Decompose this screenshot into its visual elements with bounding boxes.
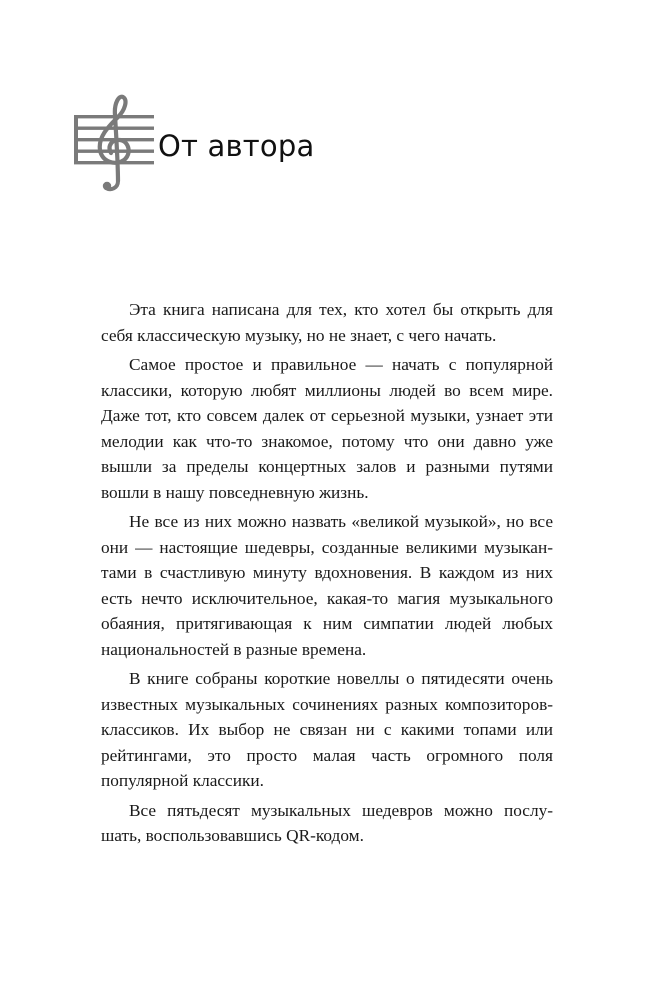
body-text <box>101 297 553 853</box>
paragraph: Все пятьдесят музыкальных шедевров можно послушать, воспользовавшись QR-кодом. <box>101 800 553 845</box>
chapter-title: От автора <box>158 129 315 163</box>
paragraph: Эта книга написана для тех, кто хотел бы открыть для себя классическую музыку, но не знает, с чего начать. <box>101 300 553 345</box>
paragraph: В книге собраны короткие новеллы о пятидесяти очень известных музыкальных сочинениях разных композиторов-классиков. Их выбор не связан ни с какими топами или рейтингами, это просто малая часть огромного поля популярной классики. <box>101 669 553 790</box>
chapter-heading <box>74 93 314 193</box>
paragraph: Не все из них можно назвать «великой музыкой», но все они — настоящие шедевры, созданные великими музыкантами в счастливую минуту вдохновения. В каждом из них есть нечто исключительное, какая-то магия музыкального обаяния, притягивающая к ним симпатии людей любых национальностей в разные времена. <box>101 512 553 659</box>
paragraph: Самое простое и правильное — начать с популярной классики, которую любят миллионы людей во всем мире. Даже тот, кто совсем далек от серьезной музыки, узнает эти мелодии как что-то знакомое, потому что они давно уже вышли за пределы концертных залов и разными путями вошли в нашу повседневную жизнь. <box>101 355 553 502</box>
treble-clef-staff-icon <box>74 93 156 193</box>
